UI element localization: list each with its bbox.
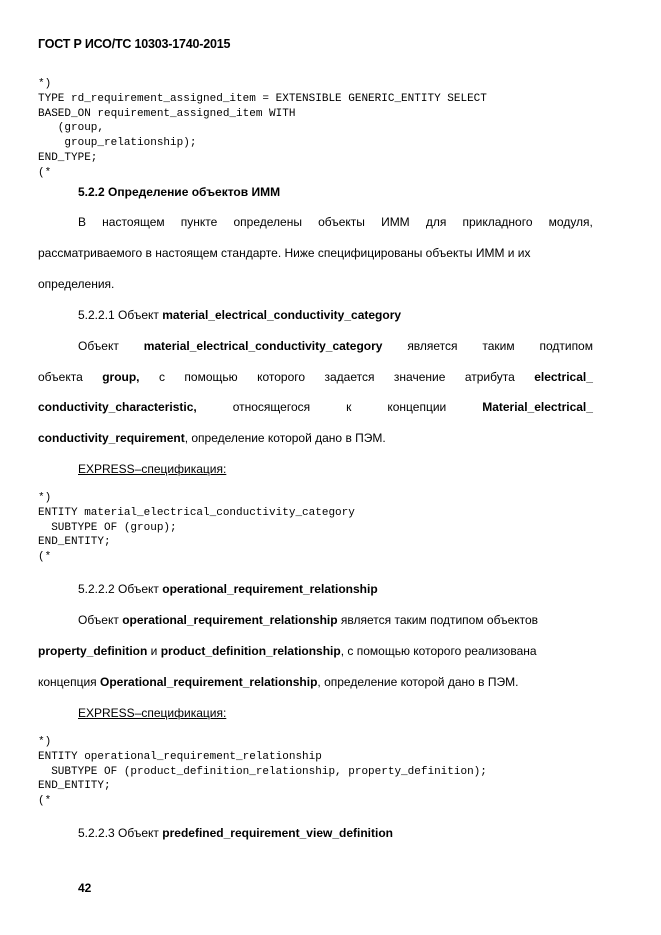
word: к	[346, 400, 352, 414]
page-number: 42	[78, 881, 92, 895]
s2-text: и	[147, 644, 161, 658]
word: пункте	[180, 215, 218, 229]
subsection-object-word: Объект	[118, 582, 159, 596]
subsection-number: 5.2.2.3	[78, 826, 115, 840]
s1-line-4-rest: , определение которой дано в ПЭМ.	[184, 431, 386, 445]
word: значение	[393, 370, 446, 384]
s2-line-1	[78, 613, 538, 627]
subsection-object-word: Объект	[118, 826, 159, 840]
word: для	[425, 215, 447, 229]
word: Material_electrical_	[482, 400, 593, 414]
word: ИММ	[381, 215, 410, 229]
section-title: Определение объектов ИММ	[108, 185, 281, 199]
word: подтипом	[539, 339, 593, 353]
word: атрибута	[464, 370, 515, 384]
s1-line-2	[38, 370, 593, 384]
word: является	[407, 339, 458, 353]
subsection-entity-name: material_electrical_conductivity_category	[162, 308, 402, 322]
word: material_electrical_conductivity_category	[143, 339, 383, 353]
s2-text: концепция	[38, 675, 101, 689]
subsection-heading-1	[78, 308, 401, 322]
word: определены	[233, 215, 302, 229]
section-number: 5.2.2	[78, 185, 105, 199]
word: Объект	[78, 339, 119, 353]
s1-line-1	[78, 339, 593, 353]
subsection-heading-3	[78, 826, 393, 840]
section-heading	[78, 185, 280, 199]
s2-line-2	[38, 644, 537, 658]
word: electrical_	[534, 370, 593, 384]
word: прикладного	[462, 215, 533, 229]
s1-line-3	[38, 400, 593, 414]
word: модуля,	[548, 215, 593, 229]
express-spec-label-2: EXPRESS–спецификация:	[78, 706, 227, 720]
subsection-heading-2	[78, 582, 378, 596]
subsection-entity-name: operational_requirement_relationship	[162, 582, 378, 596]
word: объекты	[318, 215, 365, 229]
intro-line-2-text: рассматриваемого в настоящем стандарте. Ниже специфицированы объекты ИММ и их	[38, 246, 531, 260]
subsection-object-word: Объект	[118, 308, 159, 322]
express-code-entity-1: *) ENTITY material_electrical_conductivity_category SUBTYPE OF (group); END_ENTITY; (*	[38, 492, 355, 564]
s1-line-4	[38, 431, 386, 445]
s2-entity-name: operational_requirement_relationship	[122, 613, 338, 627]
word: настоящем	[102, 215, 165, 229]
word: с	[158, 370, 165, 384]
s2-line-3	[38, 675, 518, 689]
word: задается	[324, 370, 375, 384]
s1-concept-name: conductivity_requirement	[38, 431, 185, 445]
subsection-number: 5.2.2.2	[78, 582, 115, 596]
s2-concept-name: Operational_requirement_relationship	[100, 675, 318, 689]
subsection-number: 5.2.2.1	[78, 308, 115, 322]
express-code-entity-2: *) ENTITY operational_requirement_relationship SUBTYPE OF (product_definition_relationship, property_definition); END_ENTITY; (*	[38, 736, 487, 808]
s2-text: является таким подтипом объектов	[337, 613, 539, 627]
word: относящегося	[232, 400, 311, 414]
word: объекта	[38, 370, 83, 384]
express-code-type: *) TYPE rd_requirement_assigned_item = EXTENSIBLE GENERIC_ENTITY SELECT BASED_ON requirement_assigned_item WITH (group, group_relationship); END_TYPE; (*	[38, 78, 487, 179]
word: которого	[257, 370, 306, 384]
s2-text: Объект	[78, 613, 123, 627]
s2-text: , определение которой дано в ПЭМ.	[317, 675, 519, 689]
word: помощью	[184, 370, 238, 384]
word: group,	[102, 370, 140, 384]
s2-supertype-2: product_definition_relationship	[160, 644, 341, 658]
document-header: ГОСТ Р ИСО/ТС 10303-1740-2015	[38, 37, 231, 51]
s2-supertype-1: property_definition	[38, 644, 148, 658]
s2-text: , с помощью которого реализована	[340, 644, 537, 658]
word: conductivity_characteristic,	[38, 400, 197, 414]
intro-line-3: определения.	[38, 277, 115, 291]
subsection-entity-name: predefined_requirement_view_definition	[162, 826, 393, 840]
intro-line-2	[38, 246, 593, 260]
word: В	[78, 215, 87, 229]
intro-line-1	[78, 215, 593, 229]
word: концепции	[387, 400, 447, 414]
word: таким	[482, 339, 515, 353]
express-spec-label-1: EXPRESS–спецификация:	[78, 462, 227, 476]
